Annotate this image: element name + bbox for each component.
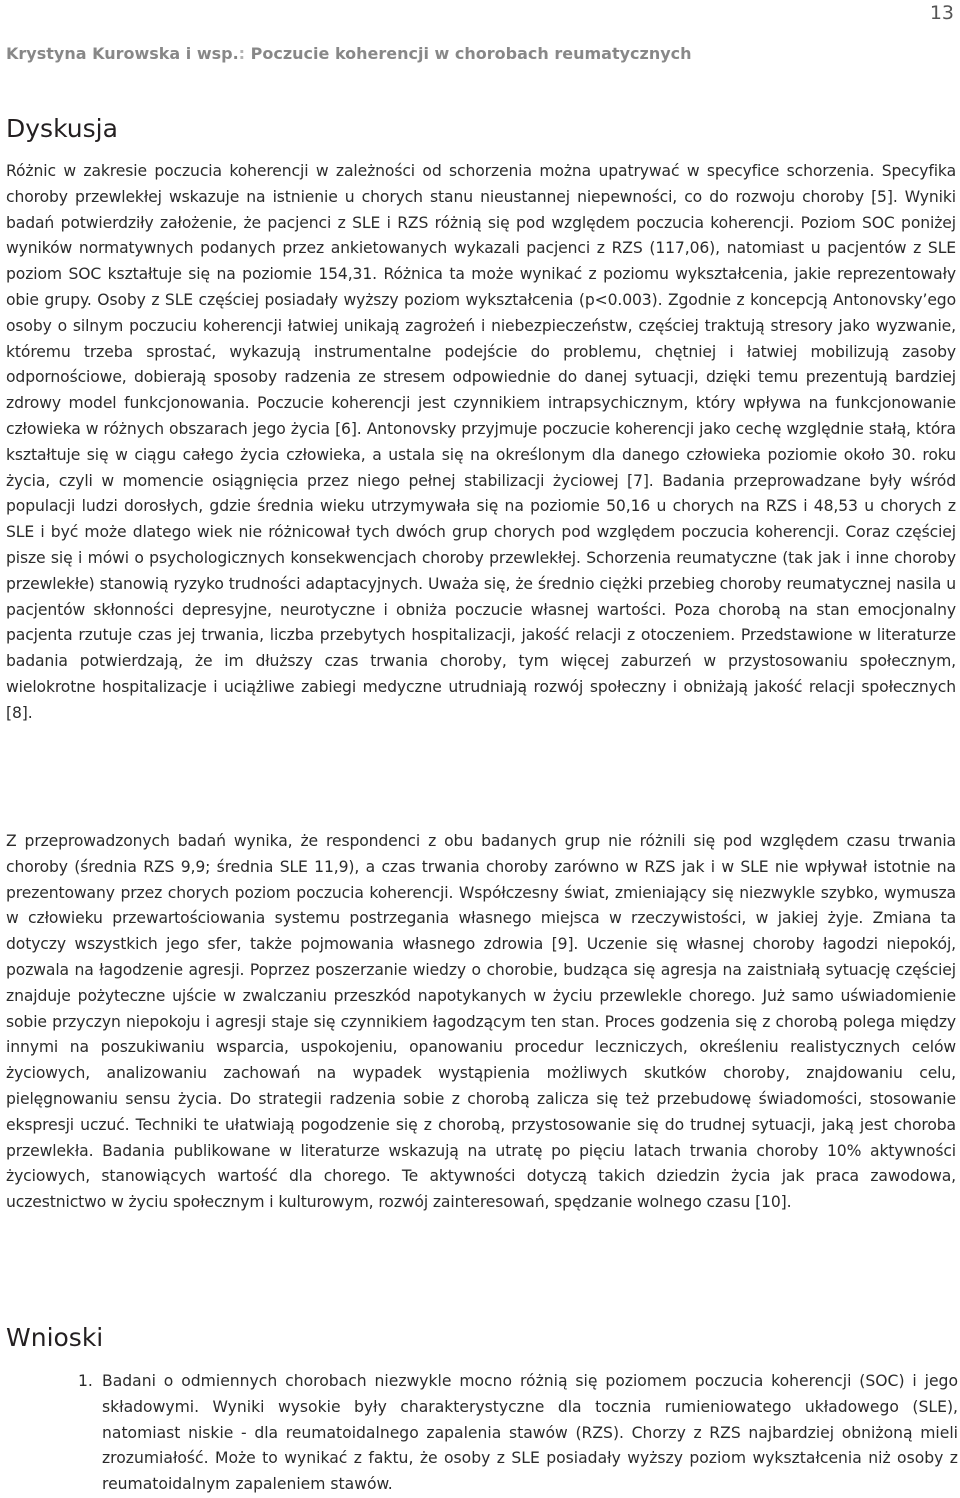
conclusions-heading: Wnioski (6, 1323, 104, 1352)
page-number: 13 (929, 2, 954, 24)
running-header (6, 44, 692, 63)
discussion-heading: Dyskusja (6, 114, 118, 143)
conclusions-list (78, 1369, 958, 1498)
running-header-authors: Krystyna Kurowska i wsp. (6, 44, 239, 63)
conclusion-item (78, 1369, 958, 1498)
conclusion-number: 1. (78, 1372, 93, 1390)
conclusion-text: Badani o odmiennych chorobach niezwykle mocno różnią się poziomem poczucia koherencji (SOC) i jego składowymi. Wyniki wysokie były charakterystyczne dla tocznia rumieniowatego układowego (SLE), natomiast niskie - dla reumatoidalnego zapalenia stawów (RZS). Chorzy z RZS najbardziej obniżoną mieli zrozumiałość. Może to wynikać z faktu, że osoby z SLE posiadały wyższy poziom wykształcenia niż osoby z reumatoidalnym zapaleniem stawów. (102, 1372, 958, 1494)
running-header-separator: : (238, 44, 251, 63)
discussion-paragraph-2: Z przeprowadzonych badań wynika, że respondenci z obu badanych grup nie różnili się pod względem czasu trwania choroby (średnia RZS 9,9; średnia SLE 11,9), a czas trwania choroby zarówno w RZS jak i w SLE nie wpływał istotnie na prezentowany przez chorych poziom poczucia koherencji. Współczesny świat, zmieniający się niezwykle szybko, wymusza w człowieku przewartościowania systemu postrzegania własnego miejsca w rzeczywistości, w jakiej żyje. Zmiana ta dotyczy wszystkich jego sfer, także pojmowania własnego zdrowia [9]. Uczenie się własnej choroby łagodzi niepokój, pozwala na łagodzenie agresji. Poprzez poszerzanie wiedzy o chorobie, budząca się agresja na zaistniałą sytuację częściej znajduje pożyteczne ujście w zwalczaniu przeszkód napotykanych w życiu przewlekle chorego. Już samo uświadomienie sobie przyczyn niepokoju i agresji staje się czynnikiem łagodzącym ten stan. Proces godzenia się z chorobą polega między innymi na poszukiwaniu wsparcia, uspokojeniu, opanowaniu procedur leczniczych, określeniu realistycznych celów życiowych, analizowaniu zachowań na wypadek wystąpienia możliwych skutków choroby, znajdowaniu celu, pielęgnowaniu sensu życia. Do strategii radzenia sobie z chorobą zalicza się też przebudowę świadomości, stosowanie ekspresji uczuć. Techniki te ułatwiają pogodzenie się z chorobą, przystosowanie się do trudnej sytuacji, jaką jest choroba przewlekła. Badania publikowane w literaturze wskazują na utratę po pięciu latach trwania choroby 10% aktywności życiowych, stanowiących wartość dla chorego. Te aktywności dotyczą takich dziedzin życia jak praca zawodowa, uczestnictwo w życiu społecznym i kulturowym, rozwój zainteresowań, spędzanie wolnego czasu [10]. (6, 832, 956, 1212)
discussion-paragraph-1: Różnic w zakresie poczucia koherencji w zależności od schorzenia można upatrywać w specyfice schorzenia. Specyfika choroby przewlekłej wskazuje na istnienie u chorych stanu nieustannej niepewności, co do rozwoju choroby [5]. Wyniki badań potwierdziły założenie, że pacjenci z SLE i RZS różnią się pod względem poczucia koherencji. Poziom SOC poniżej wyników normatywnych podanych przez ankietowanych wykazali pacjenci z RZS (117,06), natomiast u pacjentów z SLE poziom SOC kształtuje się na poziomie 154,31. Różnica ta może wynikać z poziomu wykształcenia, jakie reprezentowały obie grupy. Osoby z SLE częściej posiadały wyższy poziom wykształcenia (p<0.003). Zgodnie z koncepcją Antonovsky’ego osoby o silnym poczuciu koherencji łatwiej unikają zagrożeń i niebezpieczeństw, częściej traktują stresory jako wyzwanie, któremu trzeba sprostać, wykazują instrumentalne podejście do problemu, chętniej i łatwiej mobilizują zasoby odpornościowe, dobierają sposoby radzenia ze stresem odpowiednie do danej sytuacji, dzięki temu prezentują bardziej zdrowy model funkcjonowania. Poczucie koherencji jest czynnikiem intrapsychicznym, który wpływa na funkcjonowanie człowieka w różnych obszarach jego życia [6]. Antonovsky przyjmuje poczucie koherencji jako cechę względnie stałą, która kształtuje się w ciągu całego życia człowieka, a ustala się na określonym dla danego człowieka poziomie około 30. roku życia, czyli w momencie osiągnięcia przez niego pełnej stabilizacji życiowej [7]. Badania przeprowadzane były wśród populacji ludzi dorosłych, gdzie średnia wieku utrzymywała się na poziomie 50,16 u chorych na RZS i 48,53 u chorych z SLE i być może dlatego wiek nie różnicował tych dwóch grup chorych pod względem poczucia koherencji. Coraz częściej pisze się i mówi o psychologicznych konsekwencjach choroby przewlekłej. Schorzenia reumatyczne (tak jak i inne choroby przewlekłe) stanowią ryzyko trudności adaptacyjnych. Uważa się, że średnio ciężki przebieg choroby reumatycznej nasila u pacjentów skłonności depresyjne, neurotyczne i obniża poczucie własnej wartości. Poza chorobą na stan emocjonalny pacjenta rzutuje czas jej trwania, liczba przebytych hospitalizacji, jakość relacji z otoczeniem. Przedstawione w literaturze badania potwierdzają, że im dłuższy czas trwania choroby, tym więcej zaburzeń w przystosowaniu społecznym, wielokrotne hospitalizacje i uciążliwe zabiegi medyczne utrudniają rozwój społeczny i obniżają jakość relacji społecznych [8]. (6, 162, 956, 722)
running-header-title: Poczucie koherencji w chorobach reumatycznych (250, 44, 692, 63)
